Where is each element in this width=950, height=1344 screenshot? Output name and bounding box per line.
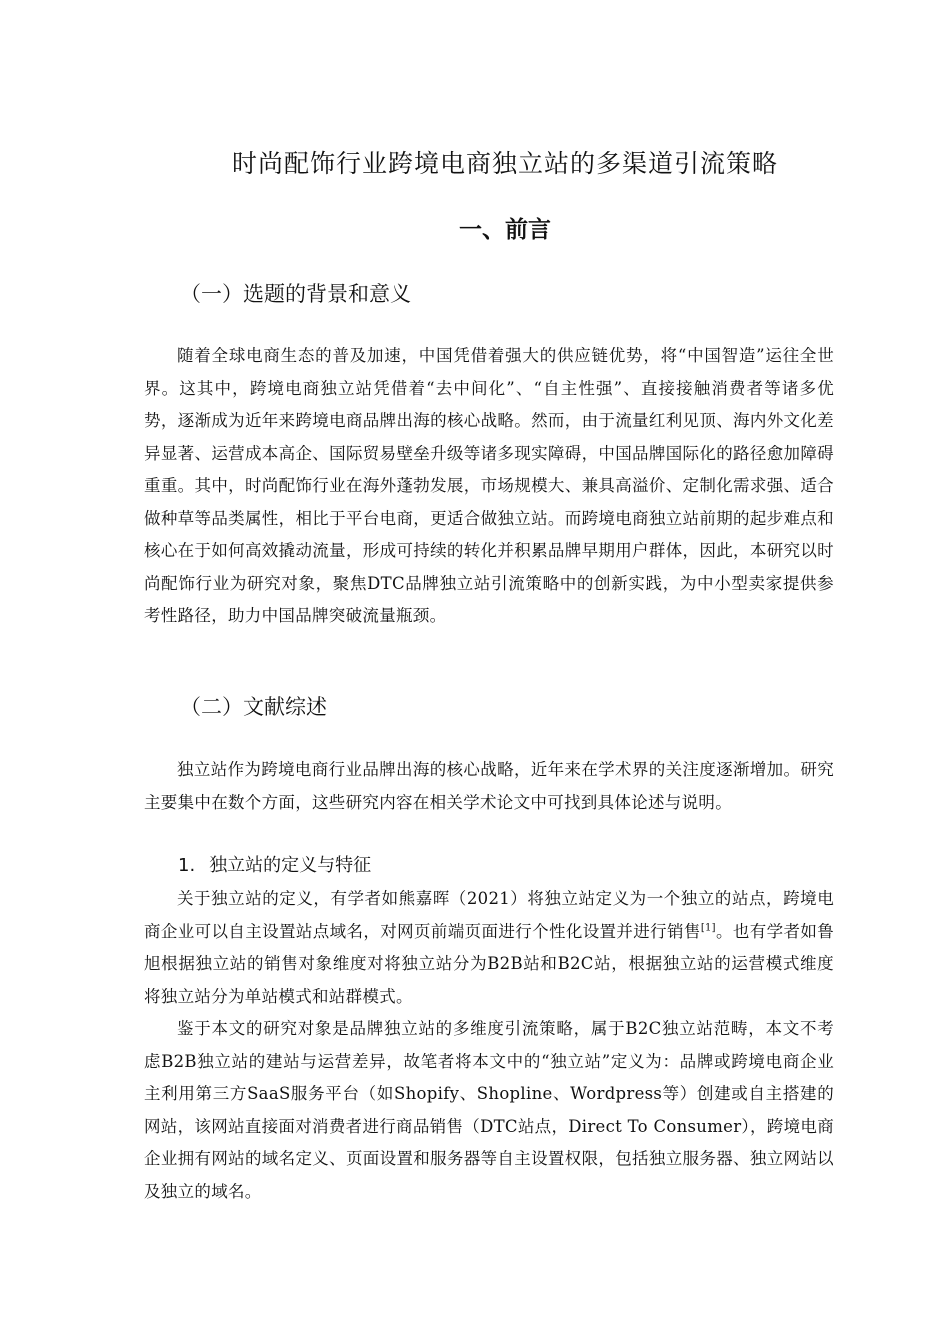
- paragraph-scope: 鉴于本文的研究对象是品牌独立站的多维度引流策略，属于B2C独立站范畴，本文不考虑B2B独立站的建站与运营差异，故笔者将本文中的“独立站”定义为：品牌或跨境电商企业主利用第三方SaaS服务平台（如Shopify、Shopline、Wordpress等）创建或自主搭建的网站，该网站直接面对消费者进行商品销售（DTC站点，Direct To Consumer），跨境电商企业拥有网站的域名定义、页面设置和服务器等自主设置权限，包括独立服务器、独立网站以及独立的域名。: [144, 1019, 834, 1201]
- paragraph-definition: [144, 883, 834, 1013]
- item-number: 1.: [178, 855, 196, 876]
- paragraph-literature-intro: 独立站作为跨境电商行业品牌出海的核心战略，近年来在学术界的关注度逐渐增加。研究主要集中在数个方面，这些研究内容在相关学术论文中可找到具体论述与说明。: [144, 760, 834, 812]
- paragraph-background: 随着全球电商生态的普及加速，中国凭借着强大的供应链优势，将“中国智造”运往全世界。这其中，跨境电商独立站凭借着“去中间化”、“自主性强”、直接接触消费者等诸多优势，逐渐成为近年来跨境电商品牌出海的核心战略。然而，由于流量红利见顶、海内外文化差异显著、运营成本高企、国际贸易壁垒升级等诸多现实障碍，中国品牌国际化的路径愈加障碍重重。其中，时尚配饰行业在海外蓬勃发展，市场规模大、兼具高溢价、定制化需求强、适合做种草等品类属性，相比于平台电商，更适合做独立站。而跨境电商独立站前期的起步难点和核心在于如何高效撬动流量，形成可持续的转化并积累品牌早期用户群体，因此，本研究以时尚配饰行业为研究对象，聚焦DTC品牌独立站引流策略中的创新实践，为中小型卖家提供参考性路径，助力中国品牌突破流量瓶颈。: [144, 346, 834, 625]
- paragraph-definition-part1: 关于独立站的定义，有学者如熊嘉晖（2021）将独立站定义为一个独立的站点，跨境电商企业可以自主设置站点域名，对网页前端页面进行个性化设置并进行销售: [144, 889, 834, 941]
- section-heading-preface: 一、前言: [459, 217, 551, 243]
- citation-ref[interactable]: [1]: [700, 922, 716, 933]
- subsection-heading-literature-review: （二）文献综述: [180, 695, 327, 719]
- paragraph-definition-part2: 。也有学者如鲁旭根据独立站的销售对象维度对将独立站分为B2B站和B2C站，根据独立站的运营模式维度将独立站分为单站模式和站群模式。: [144, 921, 834, 1006]
- item-heading-text: 独立站的定义与特征: [209, 855, 372, 876]
- subsection-heading-background: （一）选题的背景和意义: [180, 282, 411, 306]
- paper-title: 时尚配饰行业跨境电商独立站的多渠道引流策略: [231, 149, 778, 178]
- item-heading-definition: [178, 851, 371, 881]
